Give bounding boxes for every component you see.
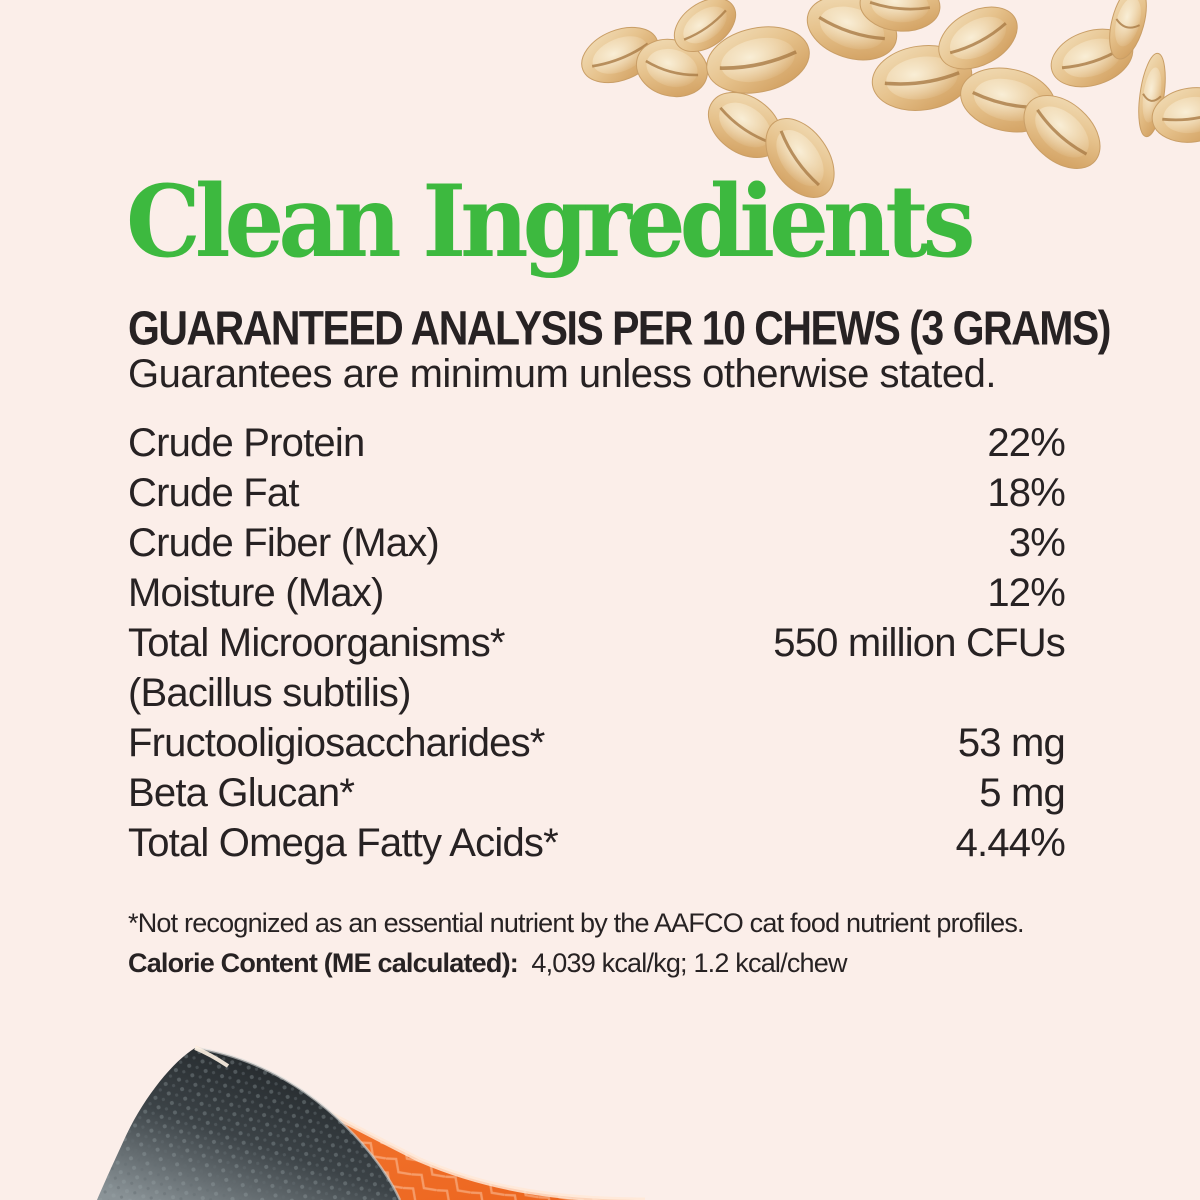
nutrient-value: 53 mg <box>957 721 1065 765</box>
nutrient-value: 18% <box>987 471 1065 515</box>
nutrient-label: (Bacillus subtilis) <box>128 671 411 715</box>
nutrient-label: Fructooligiosaccharides* <box>128 721 545 765</box>
table-row <box>128 721 1065 771</box>
nutrient-label: Total Omega Fatty Acids* <box>128 821 558 865</box>
page-title: Clean Ingredients <box>126 163 970 281</box>
nutrient-label: Crude Fiber (Max) <box>128 521 439 565</box>
table-row <box>128 621 1065 671</box>
table-row <box>128 471 1065 521</box>
table-row <box>128 771 1065 821</box>
nutrient-label: Crude Fat <box>128 471 299 515</box>
aafco-footnote: *Not recognized as an essential nutrient by the AAFCO cat food nutrient profiles. <box>128 908 1024 938</box>
nutrient-label: Moisture (Max) <box>128 571 384 615</box>
nutrient-value: 5 mg <box>979 771 1065 815</box>
table-row <box>128 421 1065 471</box>
nutrient-label: Crude Protein <box>128 421 365 465</box>
salmon-fillet-image <box>0 1040 700 1200</box>
calorie-label: Calorie Content (ME calculated): <box>128 948 518 978</box>
table-row <box>128 521 1065 571</box>
table-row <box>128 671 1065 721</box>
nutrient-value: 3% <box>1008 521 1065 565</box>
analysis-title: GUARANTEED ANALYSIS PER 10 CHEWS (3 GRAMS) <box>128 301 1110 356</box>
analysis-table <box>128 421 1065 871</box>
analysis-subtitle: Guarantees are minimum unless otherwise stated. <box>128 352 997 396</box>
calorie-value-text: 4,039 kcal/kg; 1.2 kcal/chew <box>531 948 847 978</box>
table-row <box>128 821 1065 871</box>
nutrient-value: 4.44% <box>955 821 1065 865</box>
calorie-content-line <box>128 948 1138 979</box>
nutrient-value: 22% <box>987 421 1065 465</box>
table-row <box>128 571 1065 621</box>
nutrient-value: 550 million CFUs <box>773 621 1065 665</box>
nutrient-label: Beta Glucan* <box>128 771 355 815</box>
nutrient-label: Total Microorganisms* <box>128 621 505 665</box>
nutrient-value: 12% <box>987 571 1065 615</box>
